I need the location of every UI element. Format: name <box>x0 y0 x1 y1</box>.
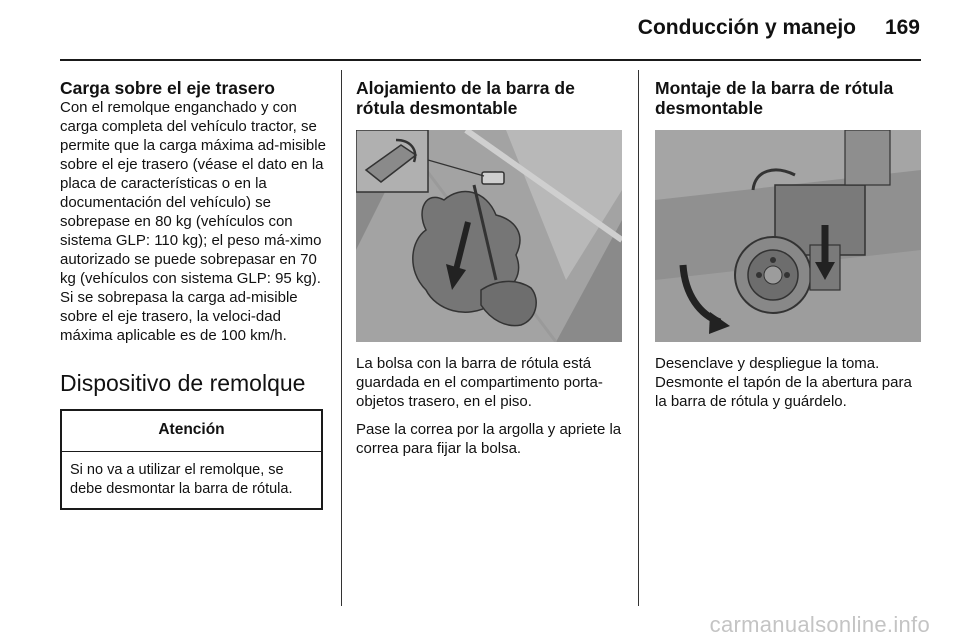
column-2 <box>356 78 623 467</box>
notice-box <box>60 409 323 510</box>
running-header-title: Conducción y manejo <box>637 16 856 39</box>
column-3 <box>655 78 921 420</box>
header-rule <box>60 59 921 61</box>
bag-storage-drawing <box>356 130 622 342</box>
notice-body: Si no va a utilizar el remolque, se debe desmontar la barra de rótula. <box>70 462 293 497</box>
section-heading: Montaje de la barra de rótula desmontable <box>655 78 894 118</box>
caption-paragraph: Desenclave y despliegue la toma. Desmonte el tapón de la abertura para la barra de rótula y guárdelo. <box>655 355 912 410</box>
caption-paragraph: Pase la correa por la argolla y apriete la correa para fijar la bolsa. <box>356 421 622 457</box>
illustration-bag-storage <box>356 130 622 342</box>
notice-title: Atención <box>62 411 321 452</box>
chapter-heading: Dispositivo de remolque <box>60 370 306 396</box>
column-1 <box>60 78 328 510</box>
caption-paragraph: La bolsa con la barra de rótula está guardada en el compartimento porta-objetos trasero, en el piso. <box>356 355 603 410</box>
section-heading: Carga sobre el eje trasero <box>60 78 275 98</box>
caption <box>655 354 921 411</box>
column-divider <box>638 70 639 606</box>
section-heading: Alojamiento de la barra de rótula desmontable <box>356 78 575 118</box>
page-number: 169 <box>884 16 920 39</box>
body-paragraph: Con el remolque enganchado y con carga completa del vehículo tractor, se permite que la carga máxima ad-misible sobre el eje trasero (véase el dato en la placa de características o en la documentación del vehículo) se sobrepase en 80 kg (vehículos con sistema GLP: 110 kg); el peso má-ximo autorizado se puede sobrepasar en 70 kg (vehículos con sistema GLP: 95 kg). Si se sobrepasa la carga ad-misible sobre el eje trasero, la veloci-dad máxima aplicable es de 100 km/h. <box>60 99 326 344</box>
watermark: carmanualsonline.info <box>709 612 930 637</box>
illustration-socket-mounting <box>655 130 921 342</box>
caption <box>356 354 623 458</box>
column-divider <box>341 70 342 606</box>
socket-mounting-drawing <box>655 130 921 342</box>
